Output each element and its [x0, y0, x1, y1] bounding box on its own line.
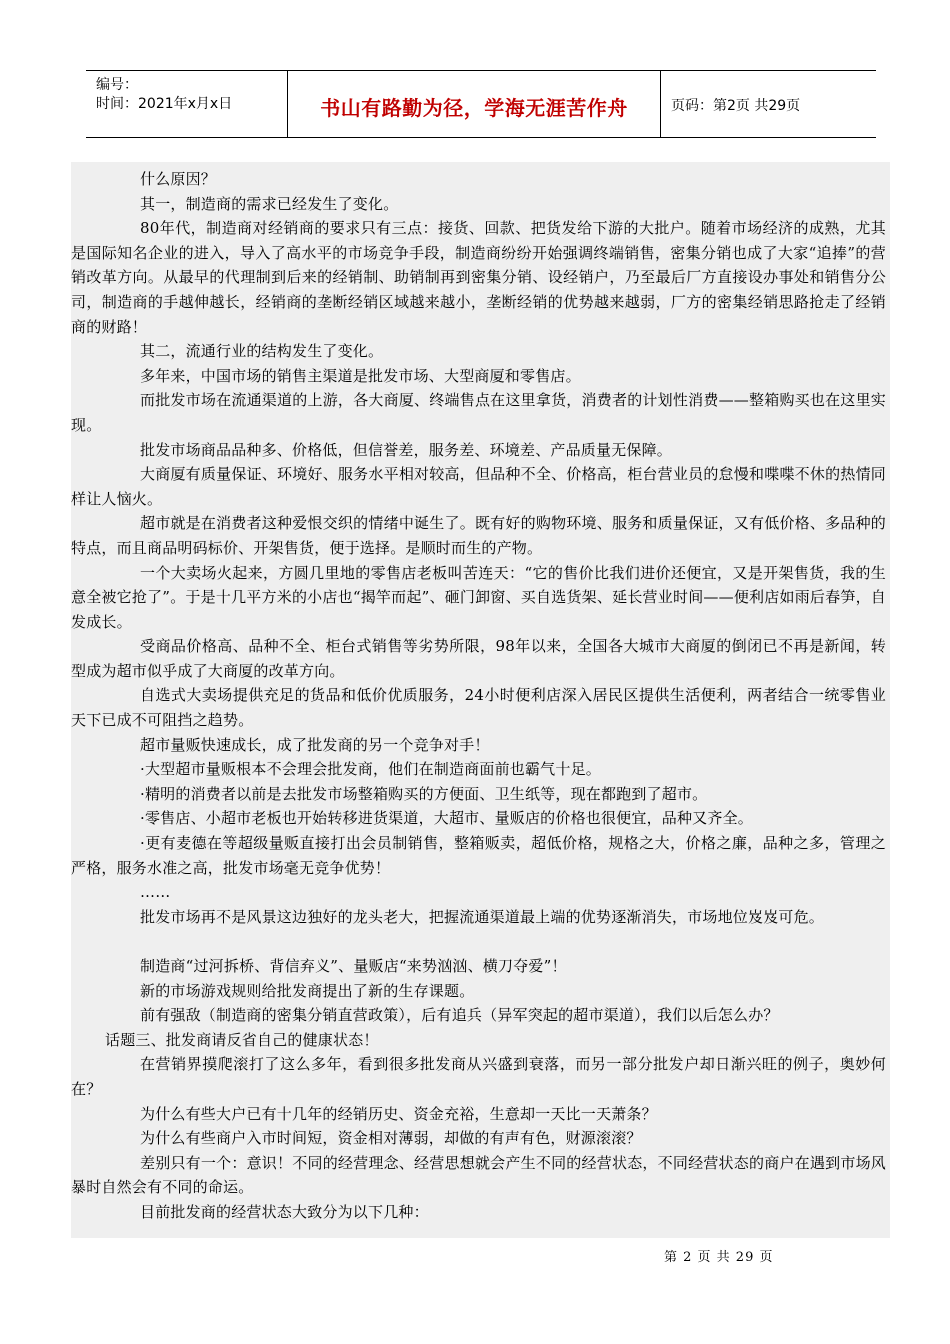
paragraph [71, 929, 886, 954]
paragraph: 多年来，中国市场的销售主渠道是批发市场、大型商厦和零售店。 [140, 366, 581, 385]
paragraph-list [71, 167, 886, 1225]
document-time: 时间：2021年x月x日 [96, 96, 233, 112]
header-meta-cell [86, 71, 288, 137]
paragraph: 差别只有一个：意识！不同的经营理念、经营思想就会产生不同的经营状态，不同经营状态的商户在遇到市场风暴时自然会有不同的命运。 [71, 1153, 886, 1197]
paragraph: 超市就是在消费者这种爱恨交织的情绪中诞生了。既有好的购物环境、服务和质量保证，又有低价格、多品种的特点，而且商品明码标价、开架售货，便于选择。是顺时而生的产物。 [71, 514, 886, 557]
paragraph: ·零售店、小超市老板也开始转移进货渠道，大超市、量贩店的价格也很便宜，品种又齐全。 [140, 809, 753, 828]
page-footer: 第 2 页 共 29 页 [664, 1250, 774, 1265]
paragraph: ·更有麦德在等超级量贩直接打出会员制销售，整箱贩卖，超低价格，规格之大，价格之廉，品种之多，管理之严格，服务水准之高，批发市场毫无竞争优势！ [71, 834, 886, 877]
document-body [71, 162, 890, 1238]
paragraph: 批发市场再不是风景这边独好的龙头老大，把握流通渠道最上端的优势逐渐消失，市场地位岌岌可危。 [140, 907, 825, 926]
paragraph: 前有强敌（制造商的密集分销直营政策），后有追兵（异军突起的超市渠道），我们以后怎么办？ [140, 1006, 779, 1025]
paragraph: 80年代，制造商对经销商的要求只有三点：接货、回款、把货发给下游的大批户。随着市场经济的成熟，尤其是国际知名企业的进入，导入了高水平的市场竞争手段，制造商纷纷开始强调终端销售，密集分销也成了大家“追捧”的营销改革方向。从最早的代理制到后来的经销制、助销制再到密集分销、设经销户，乃至最后厂方直接设办事处和销售分公司，制造商的手越伸越长，经销商的垄断经销区域越来越小，垄断经销的优势越来越弱，厂方的密集经销思路抢走了经销商的财路！ [71, 219, 886, 336]
paragraph: 自选式大卖场提供充足的货品和低价优质服务，24小时便利店深入居民区提供生活便利，两者结合一统零售业天下已成不可阻挡之趋势。 [71, 686, 886, 730]
paragraph: 而批发市场在流通渠道的上游，各大商厦、终端售点在这里拿货，消费者的计划性消费——整箱购买也在这里实现。 [71, 391, 886, 434]
paragraph: 为什么有些商户入市时间短，资金相对薄弱，却做的有声有色，财源滚滚？ [140, 1129, 642, 1148]
paragraph: ·大型超市量贩根本不会理会批发商，他们在制造商面前也霸气十足。 [140, 760, 601, 779]
paragraph: 其一，制造商的需求已经发生了变化。 [140, 194, 399, 213]
paragraph: 其二，流通行业的结构发生了变化。 [140, 342, 384, 361]
paragraph: 什么原因？ [140, 170, 217, 188]
header-motto: 书山有路勤为径，学海无涯苦作舟 [320, 96, 628, 120]
header-page-cell [661, 71, 876, 137]
paragraph: 目前批发商的经营状态大致分为以下几种： [140, 1202, 429, 1221]
paragraph: 一个大卖场火起来，方圆几里地的零售店老板叫苦连天：“它的售价比我们进价还便宜，又是开架售货，我的生意全被它抢了”。于是十几平方米的小店也“揭竿而起”、砸门卸窗、买自选货架、延长营业时间——便利店如雨后春笋，自发成长。 [71, 563, 886, 631]
paragraph: …… [140, 883, 171, 902]
header-page-number: 页码：第2页 共29页 [671, 98, 801, 114]
header-motto-cell [288, 71, 661, 137]
paragraph: 话题三、批发商请反省自己的健康状态！ [105, 1030, 379, 1049]
paragraph: 超市量贩快速成长，成了批发商的另一个竞争对手！ [140, 735, 490, 754]
paragraph: 制造商“过河拆桥、背信弃义”、量贩店“来势汹汹、横刀夺爱”！ [140, 957, 567, 975]
paragraph: 受商品价格高、品种不全、柜台式销售等劣势所限，98年以来，全国各大城市大商厦的倒闭已不再是新闻，转型成为超市似乎成了大商厦的改革方向。 [71, 637, 886, 680]
paragraph: 在营销界摸爬滚打了这么多年，看到很多批发商从兴盛到衰落，而另一部分批发户却日渐兴旺的例子，奥妙何在？ [71, 1055, 886, 1098]
document-number: 编号： [96, 77, 138, 93]
page-header [86, 70, 876, 138]
paragraph: ·精明的消费者以前是去批发市场整箱购买的方便面、卫生纸等，现在都跑到了超市。 [140, 784, 708, 803]
paragraph: 新的市场游戏规则给批发商提出了新的生存课题。 [140, 981, 475, 1000]
paragraph: 批发市场商品品种多、价格低，但信誉差，服务差、环境差、产品质量无保障。 [140, 440, 673, 459]
paragraph: 为什么有些大户已有十几年的经销历史、资金充裕，生意却一天比一天萧条？ [140, 1104, 657, 1123]
paragraph: 大商厦有质量保证、环境好、服务水平相对较高，但品种不全、价格高，柜台营业员的怠慢和喋喋不休的热情同样让人恼火。 [71, 465, 886, 508]
